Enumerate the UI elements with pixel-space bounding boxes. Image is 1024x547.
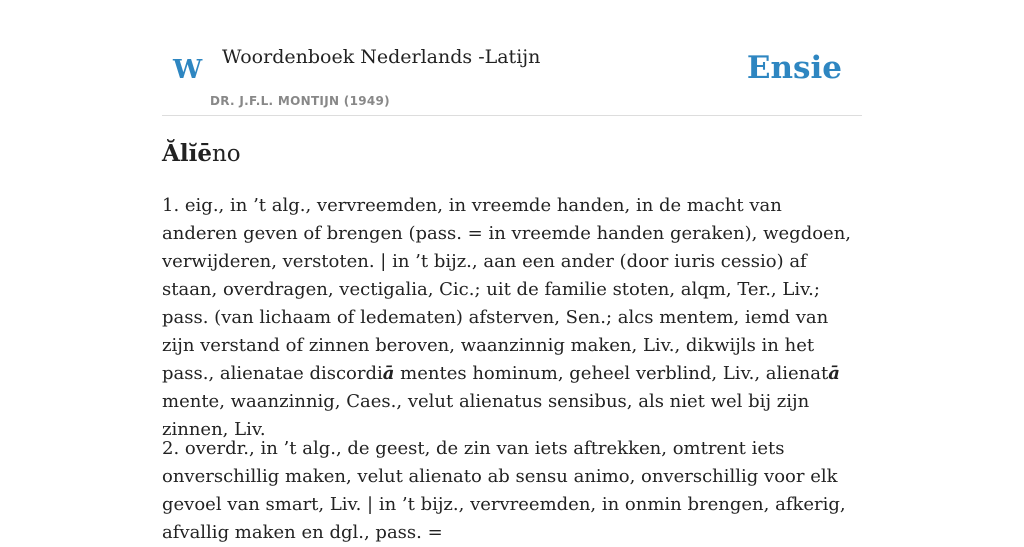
- definition-2-text: 2. overdr., in ’t alg., de geest, de zin van iets aftrekken, omtrent iets onverschillig maken, velut alienato ab sensu animo, onverschillig voor elk gevoel van smart, Liv. | in ’t bijz., vervreemden, in onmin brengen, afkerig, afvallig maken en dgl., pass. =: [162, 438, 846, 543]
- dictionary-logo[interactable]: W: [173, 55, 203, 85]
- definition-1: [162, 192, 862, 444]
- dictionary-author: DR. J.F.L. MONTIJN (1949): [210, 94, 390, 108]
- definition-1-emphasis-a: ā: [382, 363, 395, 384]
- definition-2: [162, 435, 862, 547]
- definition-1-text-b: mentes hominum, geheel verblind, Liv., alienat: [394, 363, 829, 384]
- definition-1-text-c: mente, waanzinnig, Caes., velut alienatus sensibus, als niet wel bij zijn zinnen, Liv.: [162, 391, 810, 440]
- dictionary-header: [162, 0, 862, 116]
- ensie-logo-link[interactable]: Ensie: [746, 50, 842, 86]
- definition-1-emphasis-b: ā: [828, 363, 840, 384]
- headword-rest: no: [211, 141, 241, 167]
- headword-stressed-part: Ălĭē: [162, 140, 212, 167]
- page: [162, 0, 862, 543]
- definition-1-text-a: 1. eig., in ’t alg., vervreemden, in vreemde handen, in de macht van anderen geven of brengen (pass. = in vreemde handen geraken), wegdoen, verwijderen, verstoten. | in ’t bijz., aan een ander (door iuris cessio) af staan, overdragen, vectigalia, Cic.; uit de familie stoten, alqm, Ter., Liv.; pass. (van lichaam of ledematen) afsterven, Sen.; alcs mentem, iemd van zijn verstand of zinnen beroven, waanzinnig maken, Liv., dikwijls in het pass., alienatae discordi: [162, 195, 852, 384]
- dictionary-title[interactable]: Woordenboek Nederlands -Latijn: [222, 46, 541, 68]
- entry-headword: [162, 140, 241, 167]
